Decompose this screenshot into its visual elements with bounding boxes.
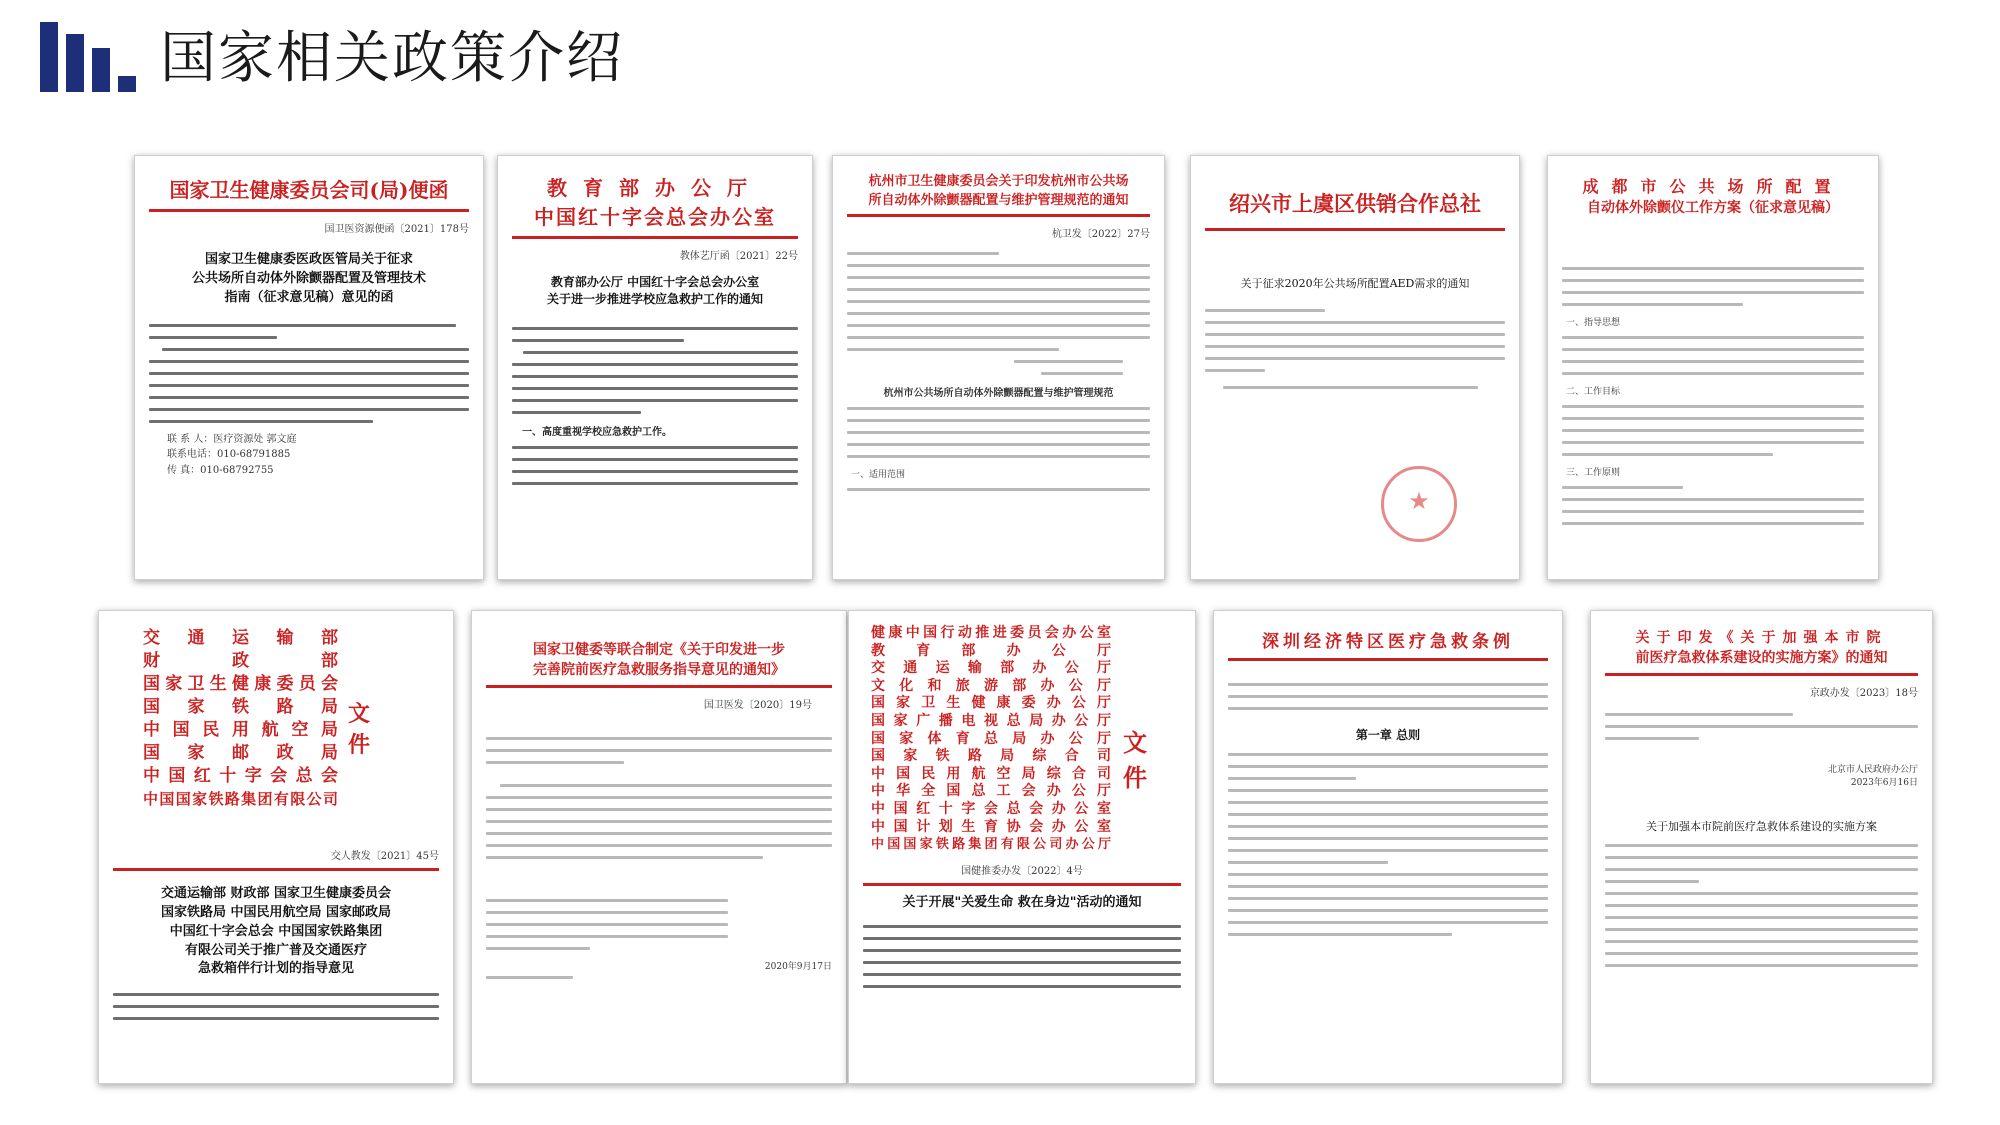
issuing-org: 教育部办公厅	[871, 642, 1111, 659]
wenjian-mark: 文件	[348, 701, 371, 758]
body-text	[863, 925, 1181, 988]
red-divider	[1205, 228, 1505, 231]
issuing-org: 中国国家铁路集团有限公司办公厅	[871, 837, 1111, 853]
red-divider	[1605, 673, 1918, 676]
body-text	[847, 407, 1150, 458]
issuing-org: 健康中国行动推进委员会办公室	[871, 625, 1111, 641]
doc-number: 国健推委办发〔2022〕4号	[961, 865, 1083, 877]
issuing-org: 中国民用航空局	[143, 720, 338, 740]
red-divider	[847, 214, 1150, 217]
body-text	[113, 993, 439, 1020]
contact-block	[167, 432, 469, 479]
body-text	[1205, 309, 1505, 389]
doc-number: 交人教发〔2021〕45号	[330, 851, 439, 862]
body-text	[1605, 844, 1918, 967]
contact-person: 联 系 人：医疗资源处 郭文庭	[167, 433, 297, 445]
doc-title-line: 中国红十字会总会 中国国家铁路集团	[169, 923, 383, 939]
issuing-org: 交通运输部	[143, 628, 338, 648]
signature-date: 2023年6月16日	[1850, 778, 1918, 788]
doc-head: 教育部办公厅	[547, 176, 763, 200]
body-text	[486, 737, 832, 764]
signature-org: 北京市人民政府办公厅	[1827, 765, 1918, 775]
doc-head: 中国红十字会总会办公室	[534, 205, 776, 229]
body-text	[847, 488, 1150, 491]
sub-heading: 一、指导思想	[1566, 318, 1621, 328]
chapter-heading: 第一章 总则	[1355, 728, 1421, 742]
document-card-hangzhou[interactable]	[832, 155, 1165, 580]
sub-heading: 一、适用范围	[851, 470, 906, 480]
red-divider	[149, 209, 469, 212]
document-card-shenzhen[interactable]	[1213, 610, 1563, 1084]
contact-phone: 联系电话：010-68791885	[167, 449, 291, 461]
contact-fax: 传 真：010-68792755	[167, 464, 274, 476]
document-card-transport[interactable]	[98, 610, 454, 1084]
body-text	[1228, 753, 1548, 936]
doc-head: 深圳经济特区医疗急救条例	[1262, 632, 1514, 652]
doc-head: 自动体外除颤仪工作方案（征求意见稿）	[1587, 200, 1839, 216]
doc-title-line: 国家铁路局 中国民用航空局 国家邮政局	[160, 904, 392, 920]
body-text	[512, 327, 798, 414]
body-text	[847, 252, 1150, 351]
doc-title-line: 关于进一步推进学校应急救护工作的通知	[546, 292, 763, 307]
sub-heading: 三、工作原则	[1566, 468, 1621, 478]
doc-title-line: 指南（征求意见稿）意见的函	[224, 289, 394, 305]
doc-title: 关于开展"关爱生命 救在身边"活动的通知	[902, 894, 1142, 910]
document-card-chengdu[interactable]	[1547, 155, 1879, 580]
doc-head: 国家卫生健康委员会司(局)便函	[169, 178, 449, 202]
issuing-org: 中国计划生育协会办公室	[871, 818, 1111, 835]
issuing-org: 国家体育总局办公厅	[871, 730, 1111, 747]
document-card-healthy-china[interactable]	[848, 610, 1196, 1084]
document-card-shaoxing[interactable]	[1190, 155, 1520, 580]
doc-title-line: 交通运输部 财政部 国家卫生健康委员会	[160, 886, 392, 901]
issuing-org: 国家卫生健康委员会	[143, 674, 338, 694]
doc-number: 杭卫发〔2022〕27号	[1051, 229, 1150, 240]
doc-title: 关于加强本市院前医疗急救体系建设的实施方案	[1646, 820, 1877, 833]
issuing-org: 国家卫生健康委办公厅	[871, 695, 1111, 712]
doc-title-line: 有限公司关于推广普及交通医疗	[184, 942, 367, 958]
red-divider	[486, 685, 832, 688]
doc-title-line: 国家卫生健康委医政医管局关于征求	[204, 252, 413, 267]
doc-number: 国卫医发〔2020〕19号	[703, 700, 812, 711]
body-text	[149, 324, 469, 423]
body-text	[486, 784, 832, 859]
logo-bars-icon	[40, 22, 136, 92]
issuing-org: 中国红十字会总会	[143, 766, 338, 786]
distribution-list	[486, 899, 832, 950]
page-header	[40, 18, 740, 98]
doc-head: 前医疗急救体系建设的实施方案》的通知	[1635, 650, 1888, 666]
body-text	[1562, 486, 1864, 525]
section-heading: 杭州市公共场所自动体外除颤器配置与维护管理规范	[883, 388, 1114, 399]
doc-head: 完善院前医疗急救服务指导意见的通知》	[533, 662, 785, 678]
issuing-org: 中华全国总工会办公厅	[871, 783, 1111, 800]
section-heading: 一、高度重视学校应急救护工作。	[522, 426, 672, 438]
doc-head: 关于印发《关于加强本市院	[1635, 630, 1888, 646]
body-text	[512, 446, 798, 485]
doc-head: 所自动体外除颤器配置与维护管理规范的通知	[868, 193, 1129, 208]
body-text	[486, 976, 832, 979]
red-seal-icon	[1381, 466, 1457, 542]
doc-number: 国卫医资源便函〔2021〕178号	[324, 224, 469, 235]
red-divider	[512, 236, 798, 239]
issuing-org: 财政部	[143, 651, 338, 671]
issuing-org: 国家广播电视总局办公厅	[871, 712, 1111, 729]
body-text	[1562, 405, 1864, 456]
issuing-org: 文化和旅游部办公厅	[871, 677, 1111, 694]
document-card-nhc-letter[interactable]	[134, 155, 484, 580]
red-divider	[863, 883, 1181, 886]
doc-title: 关于征求2020年公共场所配置AED需求的通知	[1240, 277, 1470, 290]
doc-head: 绍兴市上虞区供销合作总社	[1229, 191, 1481, 216]
issuing-org: 国家邮政局	[143, 743, 338, 763]
wenjian-mark: 文件	[1123, 728, 1147, 792]
issuing-org: 中国红十字会总会办公室	[871, 800, 1111, 817]
doc-title-line: 教育部办公厅 中国红十字会总会办公室	[550, 275, 760, 289]
body-text	[1228, 683, 1548, 710]
doc-head: 杭州市卫生健康委员会关于印发杭州市公共场	[868, 174, 1129, 189]
red-divider	[113, 868, 439, 871]
body-text	[1605, 713, 1918, 740]
document-card-beijing[interactable]	[1590, 610, 1933, 1084]
doc-head: 成都市公共场所配置	[1582, 177, 1844, 196]
doc-number: 京政办发〔2023〕18号	[1809, 688, 1918, 699]
issuing-org: 国家铁路局	[143, 697, 338, 717]
doc-number: 教体艺厅函〔2021〕22号	[679, 251, 798, 262]
doc-title-line: 公共场所自动体外除颤器配置及管理技术	[191, 270, 426, 286]
body-text	[1562, 336, 1864, 375]
issuing-org: 中国国家铁路集团有限公司	[143, 790, 338, 808]
body-text	[1562, 267, 1864, 306]
doc-title-line: 急救箱伴行计划的指导意见	[197, 961, 354, 977]
page-title: 国家相关政策介绍	[160, 26, 624, 91]
document-card-nhc-prehospital[interactable]	[471, 610, 847, 1084]
doc-head: 国家卫健委等联合制定《关于印发进一步	[533, 642, 785, 658]
issuing-org: 国家铁路局综合司	[871, 748, 1111, 765]
signature-lines	[1014, 360, 1150, 375]
issuing-org: 中国民用航空局综合司	[871, 765, 1111, 782]
sub-heading: 二、工作目标	[1566, 387, 1621, 397]
doc-date: 2020年9月17日	[764, 962, 832, 972]
issuing-org: 交通运输部办公厅	[871, 660, 1111, 677]
red-divider	[1228, 658, 1548, 661]
document-card-moe-redcross[interactable]	[497, 155, 813, 580]
